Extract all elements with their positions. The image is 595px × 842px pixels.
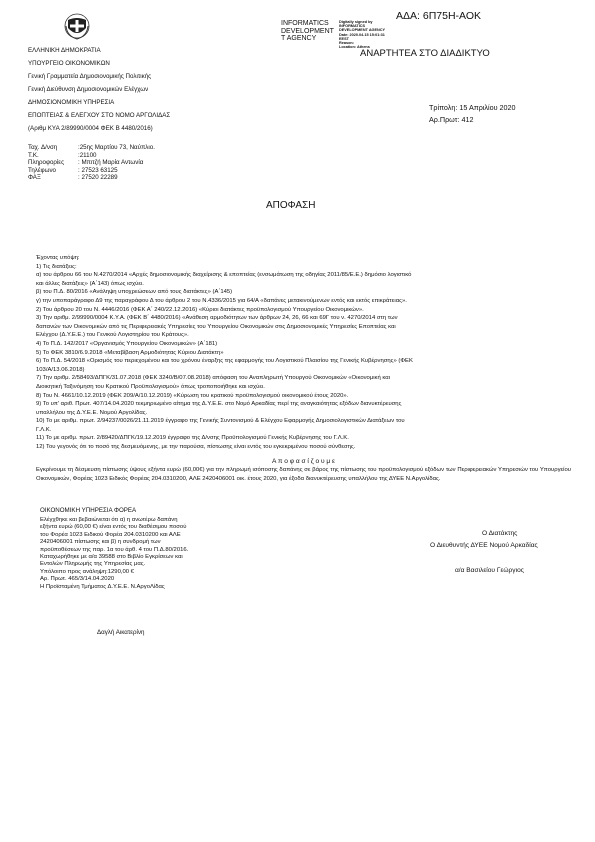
signature-line: EEST <box>339 36 349 41</box>
header-line: Γενική Διεύθυνση Δημοσιονομικών Ελέγχων <box>28 86 149 93</box>
fin-line: 2420406001 πίστωσης και β) η συνδρομή των <box>40 539 161 546</box>
body-line: και άλλες διατάξεις» (Α΄143) όπως ισχύει. <box>36 280 144 287</box>
protocol-number: Αρ.Πρωτ: 412 <box>429 115 474 124</box>
fin-line: του Φορέα 1023 Ειδικού Φορέα 204.0310200 και ΑΛΕ <box>40 531 181 538</box>
digital-signature <box>339 20 385 49</box>
fin-line: Η Προϊσταμένη Τμήματος Δ.Υ.Ε.Ε. Ν.ΑργοΛίδας <box>40 583 165 590</box>
logo-line: DEVELOPMENT <box>281 27 334 35</box>
body-line: Ελέγχου (Δ.Υ.Ε.Ε.) του Γενικού Λογιστηρίου του Κράτους». <box>36 332 189 339</box>
signature-line: INFORMATICS <box>339 24 366 29</box>
body-line: 8) Του Ν. 4661/10.12.2019 (ΦΕΚ 209/Α/10.12.2019) «Κύρωση του κρατικού προϋπολογισμού οικονομικού έτους 2020». <box>36 392 349 399</box>
ada-code: ΑΔΑ: 6Π75Η-ΑΟΚ <box>396 10 481 22</box>
decision-heading: Α π ο φ α σ ί ζ ο υ μ ε <box>272 457 335 465</box>
financial-signatory: Δαγλή Αικατερίνη <box>97 629 145 636</box>
body-line: γ) την υποπαράγραφο Δ9 της παραγράφου Δ του άρθρου 2 του Ν.4336/2015 για 64/Α «δαπάνες μετακινούμενων εντός και εκτός επικράτειας». <box>36 297 407 304</box>
issuer-role: Ο Διευθυντής ΔΥΕΕ Νομού Αρκαδίας <box>430 542 538 549</box>
body-line: υπαλλήλου της Δ.Υ.Ε.Ε. Νομού Αργολίδας. <box>36 409 148 416</box>
body-line: 3) Την αριθμ. 2/99990/0004 Κ.Υ.Α. (ΦΕΚ Β΄ 4480/2016) «Ανάθεση αρμοδιότητων των άρθρων 24, 26, 66 και 69Γ του ν. 4270/2014 στη των <box>36 315 398 322</box>
fin-line: Αρ. Πρωτ. 465/3/14.04.2020 <box>40 576 115 583</box>
body-line: 4) Το Π.Δ. 142/2017 «Οργανισμός Υπουργείου Οικονομικών» (Α΄181) <box>36 340 218 347</box>
contact-row: Τηλέφωνο : 27523 63125 <box>28 166 118 174</box>
header-line: (Αριθμ ΚΥΑ 2/89990/0004 ΦΕΚ Β 4480/2016) <box>28 125 153 132</box>
body-line: β) του Π.Δ. 80/2016 «Ανάληψη υποχρεώσεων από τους διατάκτες» (Α΄145) <box>36 289 233 296</box>
body-line: 2) Του άρθρου 20 του Ν. 4446/2016 (ΦΕΚ Α΄ 240/22.12.2016) «Κύριοι διατάκτες προϋπολογισμού Υπουργείου Οικονομικών». <box>36 306 364 313</box>
greek-emblem-icon <box>64 12 90 40</box>
signature-line: Date: 2020.04.15 15:01:31 <box>339 32 385 37</box>
body-line: Έχοντας υπόψη: <box>36 255 80 261</box>
financial-service-block <box>40 517 240 591</box>
logo-line: T AGENCY <box>281 35 317 43</box>
fin-line: Υπόλοιπο προς ανάληψη:1290,00 € <box>40 568 134 575</box>
contact-row: ΦΑΞ : 27520 22289 <box>28 174 118 182</box>
considerations <box>36 254 571 483</box>
fin-line: Καταχωρήθηκε με α/α 39588 στο Βιβλίο Εγκρίσεων και <box>40 554 183 561</box>
financial-service-heading: ΟΙΚΟΝΟΜΙΚΗ ΥΠΗΡΕΣΙΑ ΦΟΡΕΑ <box>40 507 137 514</box>
body-line: 6) Το Π.Δ. 54/2018 «Ορισμός του περιεχομένου και του χρόνου έναρξης της εφαρμογής του Λογιστικού Πλαισίου της Γενικής Κυβέρνησης» (ΦΕΚ <box>36 358 413 365</box>
contact-row: Τ.Κ. :21100 <box>28 151 97 159</box>
signature-line: Reason: <box>339 41 354 46</box>
document-title: ΑΠΟΦΑΣΗ <box>266 200 316 211</box>
posting-banner: ΑΝΑΡΤΗΤΕΑ ΣΤΟ ΔΙΑΔΙΚΤΥΟ <box>360 48 490 59</box>
fin-line: εξήντα ευρώ (60,00 €) είναι εντός του διαθέσιμου ποσού <box>40 524 187 531</box>
contact-info <box>28 144 155 182</box>
body-line: α) του άρθρου 66 του Ν.4270/2014 «Αρχές δημοσιονομικής διαχείρισης & εποπτείας (ενσωμάτωση της οδηγίας 2011/85/Ε.Ε.) δημόσιο λογιστικό <box>36 272 412 279</box>
body-line: 7) Την αριθμ. 2/58493/ΔΠΓΚ/31.07.2018 (ΦΕΚ 3240/Β/07.08.2018) απόφαση του Αναπληρωτή Υπουργού Οικονομικών «Οικονομική και <box>36 375 390 382</box>
signature-line: Digitally signed by <box>339 20 373 24</box>
signature-line: Location: Athens <box>339 45 370 50</box>
header-line: ΕΛΛΗΝΙΚΗ ΔΗΜΟΚΡΑΤΙΑ <box>28 47 101 54</box>
fin-line: Εντολών Πληρωμής της Υπηρεσίας μας. <box>40 561 146 568</box>
issuer-name: α/α Βασιλείου Γεώργιος <box>455 567 524 574</box>
agency-logo <box>281 20 334 43</box>
decision-text: Εγκρίνουμε τη δέσμευση πίστωσης ύψους εξήντα ευρώ (60,00€) για την πληρωμή ισόποσης δαπάνης σε βάρος της πίστωσης του προϋπολογισμού εξόδων των Περιφερειακών Υπηρεσιών του Υπουργείου Οικονομικών, Φορέας 1023 Ειδικός Φορέας 204.0310200, ΑΛΕ 2420406001 οικ. έτους 2020, για έξοδα διανυκτέρευσης υπαλλήλου της ΔΥΕΕ Ν.Αργολίδας. <box>36 467 571 482</box>
place-date: Τρίπολη: 15 Απριλίου 2020 <box>429 103 516 112</box>
body-line: 103/Α/13.06.2018) <box>36 366 85 373</box>
fin-line: προϋποθέσεων της παρ. 1α του άρθ. 4 του Π.Δ.80/2016. <box>40 546 189 553</box>
body-line: Διοικητική Ταξινόμηση του Κρατικού Προϋπολογισμού» όπως τροποποιήθηκε και ισχύει. <box>36 383 265 390</box>
header-line: ΥΠΟΥΡΓΕΙΟ ΟΙΚΟΝΟΜΙΚΩΝ <box>28 60 110 67</box>
signature-line: DEVELOPMENT AGENCY <box>339 28 386 33</box>
fin-line: Ελέγχθηκε και βεβαιώνεται ότι α) η ανωτέρω δαπάνη <box>40 517 178 523</box>
body-line: 12) Του γεγονός ότι το ποσό της δεσμευόμενης, με την παρούσα, πίστωσης είναι εντός του εγκεκριμένου ποσού σύνθεσης. <box>36 444 356 451</box>
body-line: Γ.Λ.Κ. <box>36 426 52 433</box>
body-line: 10) Το με αριθμ. πρωτ. 2/94237/0026/21.11.2019 έγγραφο της Γενικής Συντονισμού & Ελέγχου Εφαρμογής Δημοσιολογιστικών Διατάξεων του <box>36 418 405 425</box>
logo-line: INFORMATICS <box>281 20 329 27</box>
header-line: Γενική Γραμματεία Δημοσιονομικής Πολιτικής <box>28 73 152 80</box>
body-line: 5) Το ΦΕΚ 3810/6.9.2018 «Μεταβίβαση Αρμοδιότητας Κύριου Διατάκτη» <box>36 349 224 356</box>
body-line: 9) Το υπ' αριθ. Πρωτ. 407/14.04.2020 τεκμηριωμένο αίτημα της Δ.Υ.Ε.Ε. στο Νομό Αρκαδίας περί της αναγκαιότητας εξόδων διανυκτέρευσης <box>36 401 402 408</box>
body-line: 1) Τις διατάξεις: <box>36 263 77 270</box>
header-line: ΔΗΜΟΣΙΟΝΟΜΙΚΗ ΥΠΗΡΕΣΙΑ <box>28 99 115 106</box>
issuer-title: Ο Διατάκτης <box>482 530 518 537</box>
contact-row: Ταχ. Δ/νση :25ης Μαρτίου 73, Ναύπλιο. <box>28 144 155 151</box>
header-line: ΕΠΟΠΤΕΙΑΣ & ΕΛΕΓΧΟΥ ΣΤΟ ΝΟΜΟ ΑΡΓΟΛΙΔΑΣ <box>28 112 171 119</box>
contact-row: Πληροφορίες : Μπιτζή Μαρία Αντωνία <box>28 159 144 167</box>
issuer-header <box>28 44 170 135</box>
body-line: δαπανών των Οικονομικών από τις Περιφερειακές Υπηρεσίες του Υπουργείου Οικονομικών στις Δημοσιονομικές Υπηρεσίες Εποπτείας και <box>36 323 396 330</box>
body-line: 11) Το με αριθμ. πρωτ. 2/89420/ΔΠΓΚ/19.12.2019 έγγραφο της Δ/νσης Προϋπολογισμού Γενικής Κυβέρνησης του Γ.Λ.Κ. <box>36 435 349 442</box>
